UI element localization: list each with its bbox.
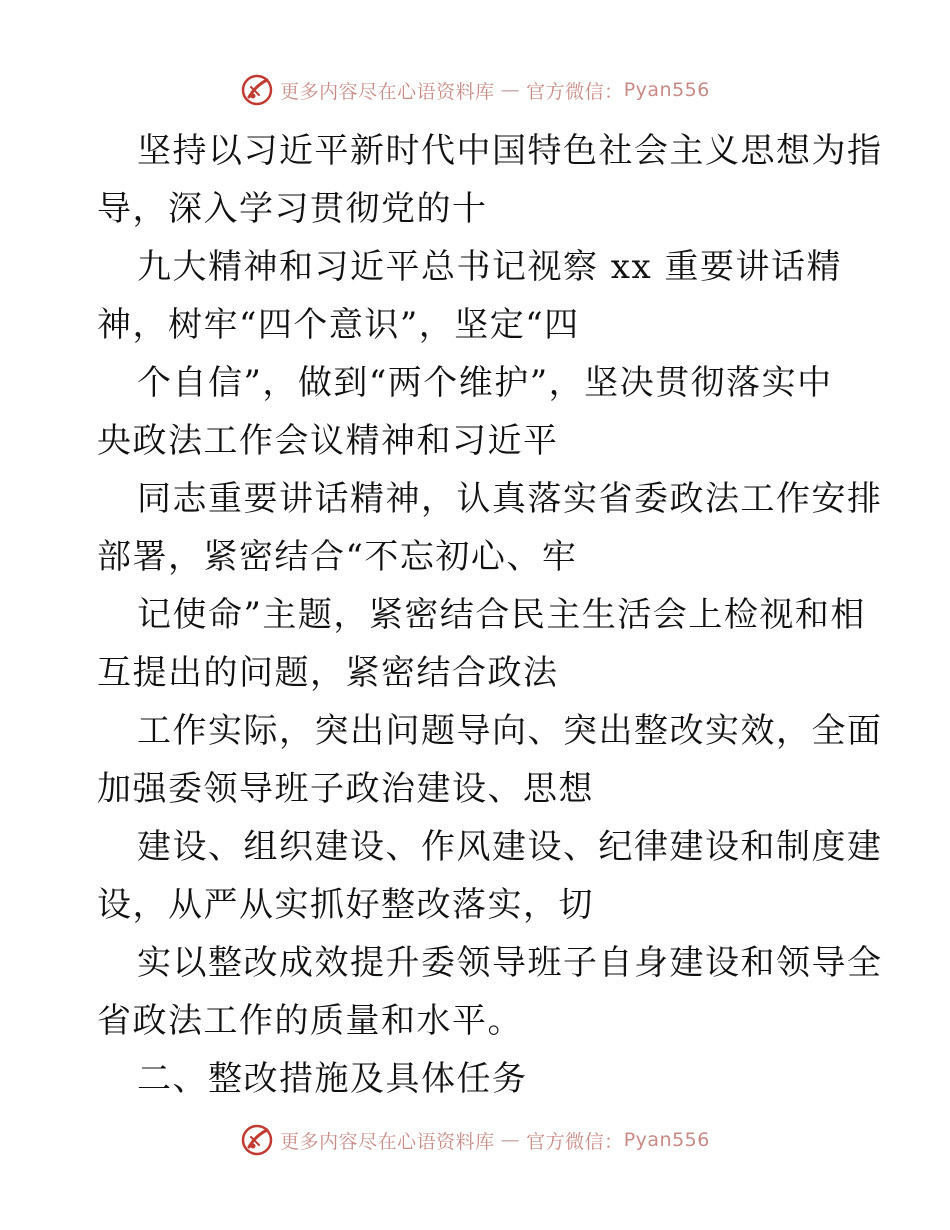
- watermark-text: 更多内容尽在心语资料库: [280, 80, 495, 103]
- brush-seal-icon: [240, 73, 274, 107]
- text-line: 实以整改成效提升委领导班子自身建设和领导全: [137, 943, 883, 983]
- watermark-text: 更多内容尽在心语资料库: [280, 1130, 495, 1153]
- header-watermark: [0, 70, 950, 110]
- text-line: 坚持以习近平新时代中国特色社会主义思想为指: [137, 131, 883, 171]
- watermark-handle: Pyan556: [623, 1129, 710, 1151]
- text-line: 部署，紧密结合“不忘初心、牢: [97, 537, 578, 577]
- text-line: 设，从严从实抓好整改落实，切: [97, 885, 594, 925]
- watermark-official-label: 官方微信：: [526, 1130, 624, 1153]
- watermark-official-label: 官方微信：: [526, 80, 624, 103]
- watermark-separator: —: [500, 79, 521, 101]
- text-line: 记使命”主题，紧密结合民主生活会上检视和相: [137, 595, 866, 635]
- text-line: 工作实际，突出问题导向、突出整改实效，全面: [137, 711, 883, 751]
- brush-seal-icon: [240, 1123, 274, 1157]
- text-line: 个自信”，做到“两个维护”，坚决贯彻落实中: [137, 363, 833, 403]
- text-line: 建设、组织建设、作风建设、纪律建设和制度建: [137, 827, 883, 867]
- text-line: 二、整改措施及具体任务: [137, 1059, 528, 1099]
- text-line: 九大精神和习近平总书记视察 xx 重要讲话精: [137, 247, 842, 287]
- watermark-separator: —: [500, 1129, 521, 1151]
- footer-watermark: [0, 1120, 950, 1160]
- text-line: 省政法工作的质量和水平。: [97, 1001, 523, 1041]
- document-body: [97, 122, 883, 1108]
- text-line: 加强委领导班子政治建设、思想: [97, 769, 594, 809]
- text-line: 同志重要讲话精神，认真落实省委政法工作安排: [137, 479, 883, 519]
- text-line: 互提出的问题，紧密结合政法: [97, 653, 559, 693]
- watermark-handle: Pyan556: [623, 79, 710, 101]
- text-line: 央政法工作会议精神和习近平: [97, 421, 559, 461]
- text-line: 神，树牢“四个意识”，坚定“四: [97, 305, 580, 345]
- text-line: 导，深入学习贯彻党的十: [97, 189, 488, 229]
